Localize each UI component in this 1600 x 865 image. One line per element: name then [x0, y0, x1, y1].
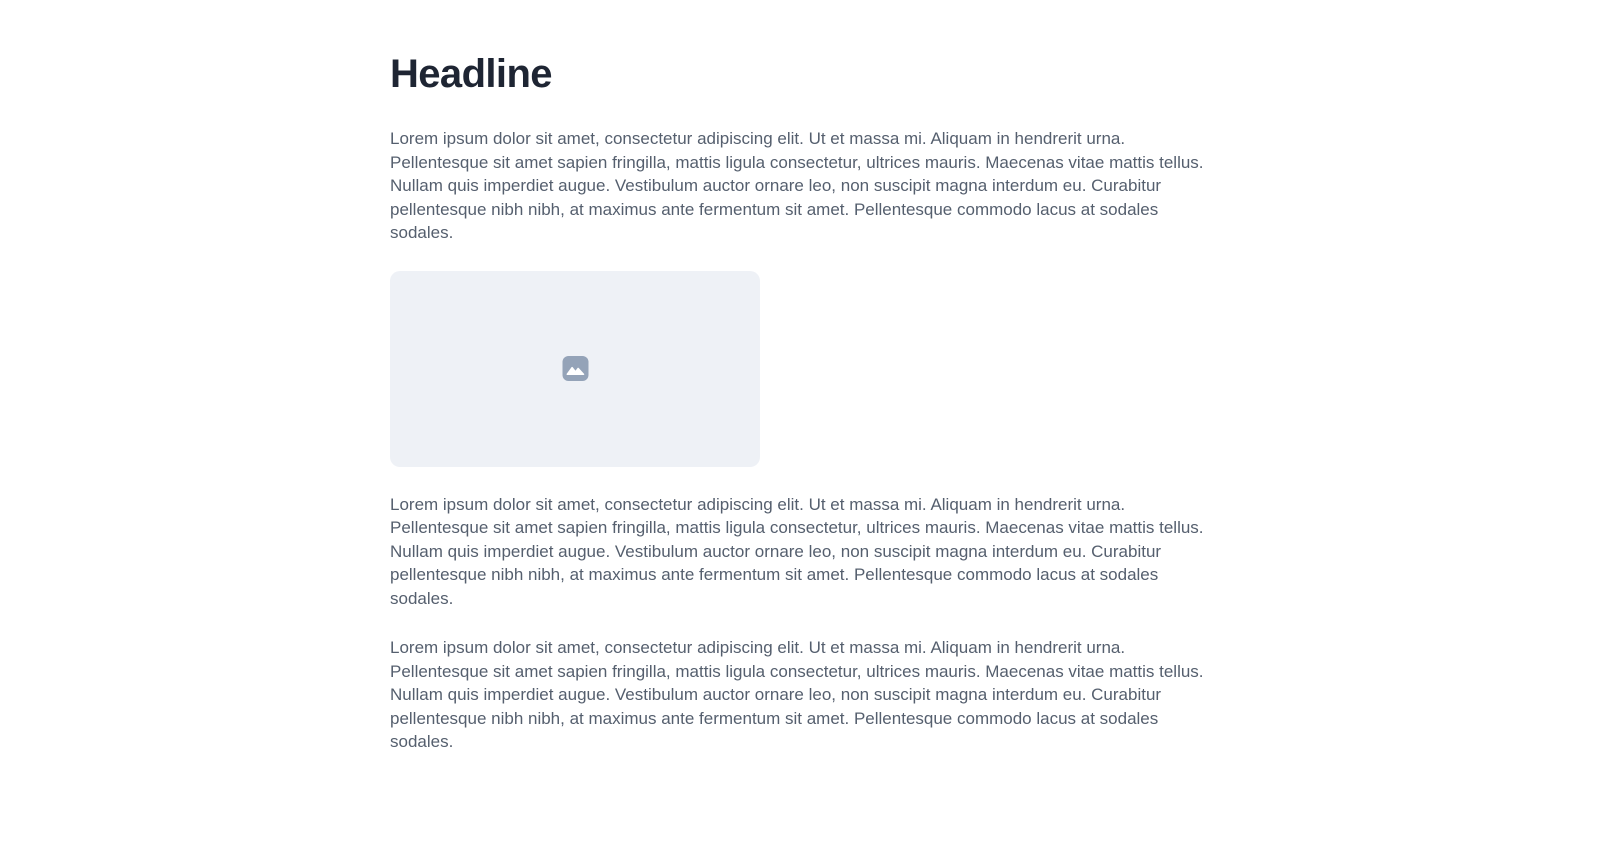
article: [390, 0, 1210, 754]
page-title: Headline: [390, 52, 552, 96]
paragraph-1: Lorem ipsum dolor sit amet, consectetur adipiscing elit. Ut et massa mi. Aliquam in hendrerit urna. Pellentesque sit amet sapien fringilla, mattis ligula consectetur, ultrices mauris. Maecenas vitae mattis tellus. Nullam quis imperdiet augue. Vestibulum auctor ornare leo, non suscipit magna interdum eu. Curabitur pellentesque nibh nibh, at maximus ante fermentum sit amet. Pellentesque commodo lacus at sodales sodales.: [390, 129, 1204, 242]
paragraph-3: Lorem ipsum dolor sit amet, consectetur adipiscing elit. Ut et massa mi. Aliquam in hendrerit urna. Pellentesque sit amet sapien fringilla, mattis ligula consectetur, ultrices mauris. Maecenas vitae mattis tellus. Nullam quis imperdiet augue. Vestibulum auctor ornare leo, non suscipit magna interdum eu. Curabitur pellentesque nibh nibh, at maximus ante fermentum sit amet. Pellentesque commodo lacus at sodales sodales.: [390, 638, 1204, 751]
image-icon: [562, 355, 589, 382]
paragraph-2: Lorem ipsum dolor sit amet, consectetur adipiscing elit. Ut et massa mi. Aliquam in hendrerit urna. Pellentesque sit amet sapien fringilla, mattis ligula consectetur, ultrices mauris. Maecenas vitae mattis tellus. Nullam quis imperdiet augue. Vestibulum auctor ornare leo, non suscipit magna interdum eu. Curabitur pellentesque nibh nibh, at maximus ante fermentum sit amet. Pellentesque commodo lacus at sodales sodales.: [390, 494, 1204, 608]
image-placeholder: [390, 271, 760, 467]
